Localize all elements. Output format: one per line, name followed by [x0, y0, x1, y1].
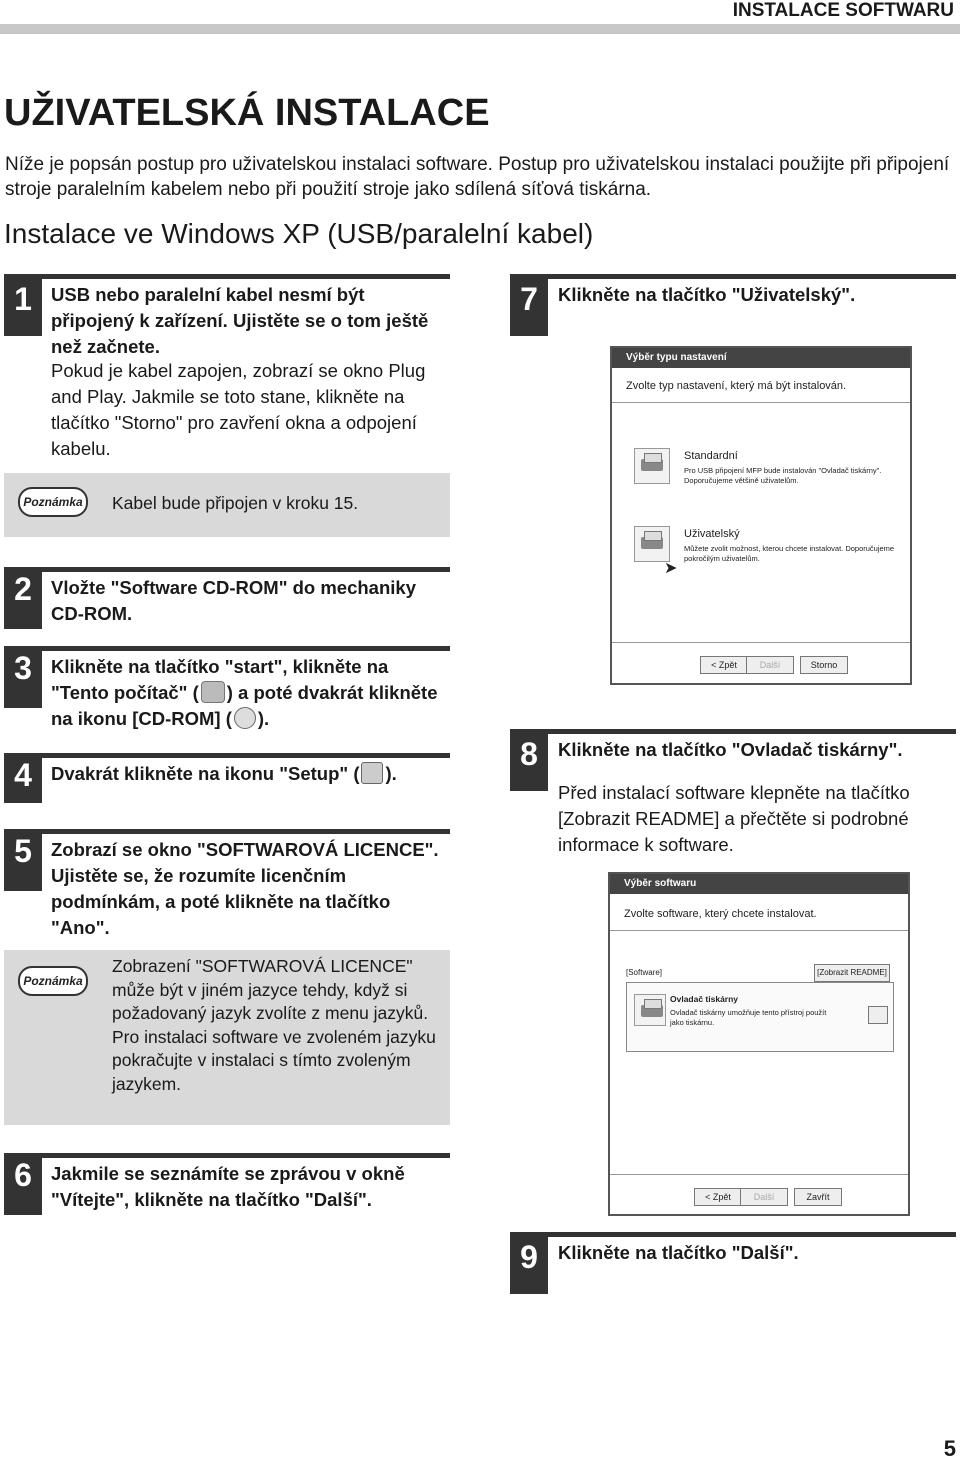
- step-3-text-a: Klikněte na tlačítko "start", klikněte na "Tento počítač" (: [51, 656, 389, 703]
- page-title: UŽIVATELSKÁ INSTALACE: [4, 92, 490, 134]
- intro-paragraph: Níže je popsán postup pro uživatelskou instalaci software. Postup pro uživatelskou instalaci použijte při připojení stroje paralelním kabelem nebo při použití stroje jako sdílená síťová tiskárna.: [5, 154, 950, 200]
- step-4-rule: [4, 753, 450, 758]
- step-7-number: 7: [510, 274, 548, 336]
- custom-option-label[interactable]: Uživatelský: [684, 528, 740, 540]
- printer-driver-desc-2: jako tiskárnu.: [670, 1018, 715, 1027]
- step-9-number: 9: [510, 1232, 548, 1294]
- step-1-title: USB nebo paralelní kabel nesmí být připojený k zařízení. Ujistěte se o tom ještě než začnete.: [51, 284, 429, 357]
- step-2-number: 2: [4, 567, 42, 629]
- note-badge-2: Poznámka: [18, 966, 88, 996]
- dialog-2-prompt: Zvolte software, který chcete instalovat.: [624, 908, 817, 920]
- step-6-number: 6: [4, 1153, 42, 1215]
- step-7-rule: [510, 274, 956, 279]
- printer-driver-desc-1: Ovladač tiskárny umožňuje tento přístroj použít: [670, 1008, 827, 1017]
- setup-type-dialog: [610, 346, 912, 685]
- step-8-title: Klikněte na tlačítko "Ovladač tiskárny".: [558, 739, 903, 760]
- dialog-1-footer-divider: [612, 642, 910, 643]
- step-1-rule: [4, 274, 450, 279]
- step-4-text-a: Dvakrát klikněte na ikonu "Setup" (: [51, 763, 360, 784]
- note-2-text: Zobrazení "SOFTWAROVÁ LICENCE" může být v jiném jazyce tehdy, když si požadovaný jazyk zvolíte z menu jazyků. Pro instalaci software ve zvoleném jazyku pokračujte v instalaci s tímto zvoleným jazykem.: [112, 956, 436, 1094]
- step-7-title: Klikněte na tlačítko "Uživatelský".: [558, 284, 856, 305]
- setup-icon: [361, 762, 383, 784]
- dialog-1-divider: [612, 402, 910, 403]
- my-computer-icon: [201, 681, 225, 703]
- custom-option-desc-1: Můžete zvolit možnost, kterou chcete instalovat. Doporučujeme: [684, 544, 895, 553]
- step-6-rule: [4, 1153, 450, 1158]
- dialog-2-footer-divider: [610, 1174, 908, 1175]
- show-readme-button[interactable]: [Zobrazit README]: [814, 964, 890, 982]
- custom-option-desc-2: pokročilým uživatelům.: [684, 554, 760, 563]
- standard-printer-icon[interactable]: [634, 448, 670, 484]
- step-9-rule: [510, 1232, 956, 1237]
- cancel-button[interactable]: Storno: [800, 656, 848, 674]
- standard-option-desc-2: Doporučujeme většině uživatelům.: [684, 476, 799, 485]
- dialog-2-divider: [610, 930, 908, 931]
- step-1-number: 1: [4, 274, 42, 336]
- dialog-2-titlebar: Výběr softwaru: [610, 874, 908, 894]
- copy-icon[interactable]: [868, 1006, 888, 1024]
- section-subtitle: Instalace ve Windows XP (USB/paralelní kabel): [4, 218, 594, 249]
- next-button-2[interactable]: Další: [740, 1188, 788, 1206]
- step-6-title: Jakmile se seznámíte se zprávou v okně "Vítejte", klikněte na tlačítko "Další".: [51, 1163, 405, 1210]
- software-selection-dialog: [608, 872, 910, 1216]
- step-3-text-c: ).: [257, 708, 270, 729]
- step-4-text-b: ).: [385, 763, 397, 784]
- printer-driver-label[interactable]: Ovladač tiskárny: [670, 994, 739, 1004]
- back-button-2[interactable]: < Zpět: [694, 1188, 742, 1206]
- standard-option-label[interactable]: Standardní: [684, 450, 738, 462]
- step-8-body: Před instalací software klepněte na tlačítko [Zobrazit README] a přečtěte si podrobné informace k software.: [558, 782, 910, 855]
- step-1-body: Pokud je kabel zapojen, zobrazí se okno Plug and Play. Jakmile se toto stane, klikněte na tlačítko "Storno" pro zavření okna a odpojení kabelu.: [51, 360, 426, 459]
- step-3-number: 3: [4, 646, 42, 708]
- custom-printer-icon[interactable]: [634, 526, 670, 562]
- step-4-number: 4: [4, 753, 42, 803]
- step-3-title: [51, 654, 441, 732]
- next-button[interactable]: Další: [746, 656, 794, 674]
- printer-driver-icon[interactable]: [634, 994, 666, 1026]
- dialog-1-prompt: Zvolte typ nastavení, který má být instalován.: [626, 380, 847, 392]
- step-5-rule: [4, 829, 450, 834]
- standard-option-desc-1: Pro USB připojení MFP bude instalován "Ovladač tiskárny".: [684, 466, 882, 475]
- step-5-number: 5: [4, 829, 42, 891]
- software-list: [626, 982, 894, 1052]
- step-2-title: Vložte "Software CD-ROM" do mechaniky CD-ROM.: [51, 577, 416, 624]
- step-3-rule: [4, 646, 450, 651]
- mouse-cursor-icon: ➤: [664, 560, 678, 577]
- cd-rom-icon: [234, 707, 256, 729]
- back-button[interactable]: < Zpět: [700, 656, 748, 674]
- close-button[interactable]: Zavřít: [794, 1188, 842, 1206]
- page-number: 5: [943, 1436, 956, 1461]
- note-1-text: Kabel bude připojen v kroku 15.: [112, 493, 359, 513]
- header-rule: [0, 24, 960, 34]
- step-8-rule: [510, 729, 956, 734]
- note-badge-1: Poznámka: [18, 487, 88, 517]
- dialog-1-titlebar: Výběr typu nastavení: [612, 348, 910, 368]
- step-3-text-b: ) a poté dvakrát klikněte na ikonu [CD-ROM] (: [51, 682, 438, 729]
- step-8-number: 8: [510, 729, 548, 791]
- step-4-title: [51, 761, 441, 787]
- step-5-title: Zobrazí se okno "SOFTWAROVÁ LICENCE". Ujistěte se, že rozumíte licenčním podmínkám, a poté klikněte na tlačítko "Ano".: [51, 839, 439, 938]
- step-9-title: Klikněte na tlačítko "Další".: [558, 1242, 799, 1263]
- step-2-rule: [4, 567, 450, 572]
- section-header: INSTALACE SOFTWARU: [732, 0, 954, 21]
- software-section-label: [Software]: [626, 968, 663, 977]
